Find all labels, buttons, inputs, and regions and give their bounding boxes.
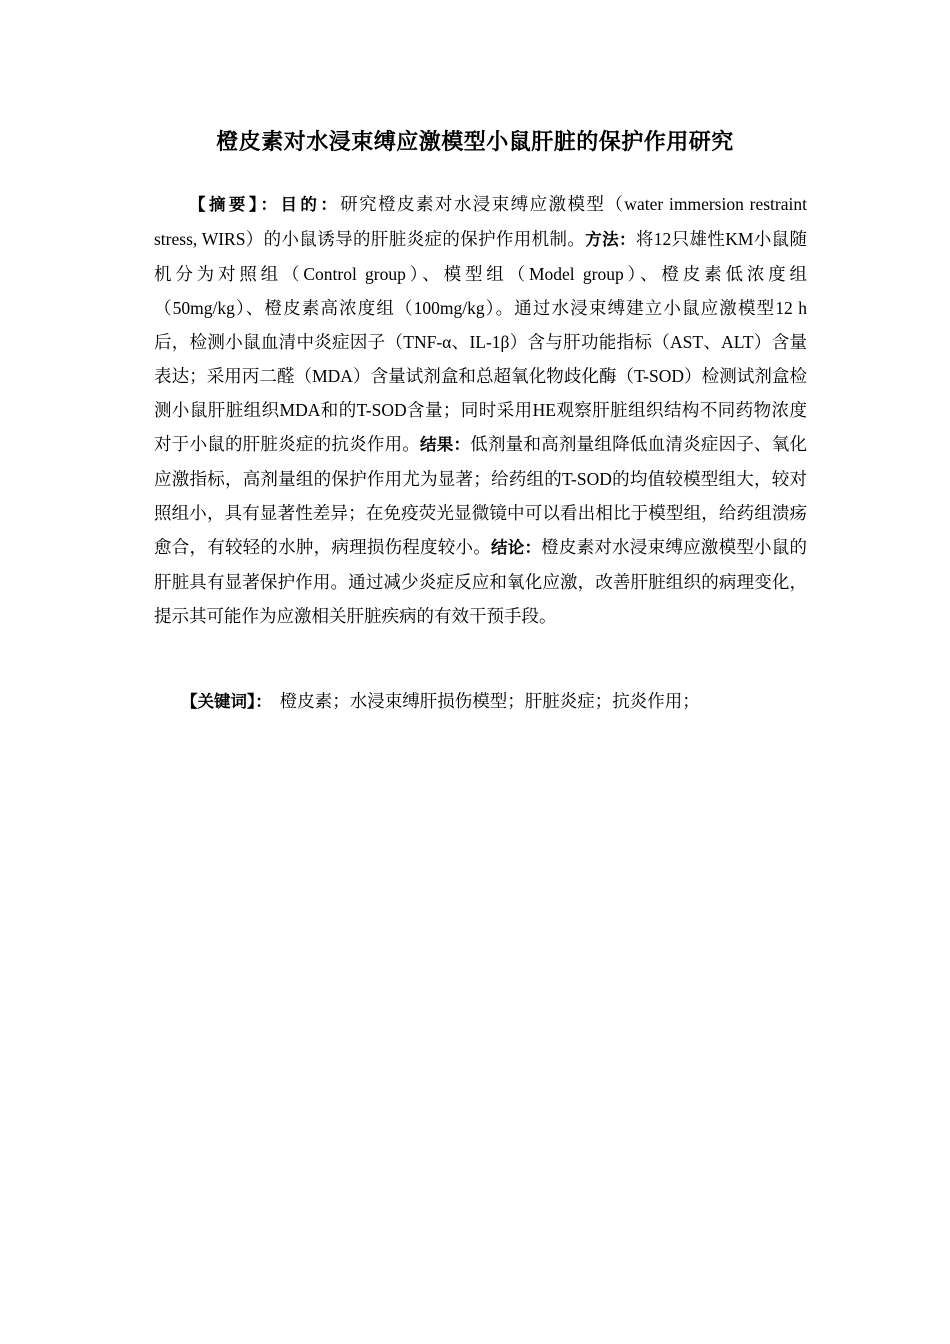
abstract-paragraph: [154, 187, 807, 633]
keywords-label: 【关键词】：: [181, 692, 272, 711]
objective-label: 目的：: [280, 195, 341, 214]
results-label: 结果：: [420, 435, 471, 454]
conclusion-text: 橙皮素对水浸束缚应激模型小鼠的肝脏具有显著保护作用。通过减少炎症反应和氧化应激，改善肝脏组织的病理变化，提示其可能作为应激相关肝脏疾病的有效干预手段。: [154, 537, 808, 626]
keywords-text: 橙皮素；水浸束缚肝损伤模型；肝脏炎症；抗炎作用；: [279, 691, 700, 711]
methods-label: 方法：: [585, 230, 636, 249]
paper-title: 橙皮素对水浸束缚应激模型小鼠肝脏的保护作用研究: [216, 130, 734, 155]
conclusion-label: 结论：: [491, 538, 542, 557]
objective-text: 研究橙皮素对水浸束缚应激模型（water immersion restraint stress, WIRS）的小鼠诱导的肝脏炎症的保护作用机制。: [154, 194, 807, 249]
results-text: 低剂量和高剂量组降低血清炎症因子、氧化应激指标，高剂量组的保护作用尤为显著；给药组的T-SOD的均值较模型组大，较对照组小，具有显著性差异；在免疫荧光显微镜中可以看出相比于模型组，给药组溃疡愈合，有较轻的水肿，病理损伤程度较小。: [154, 434, 808, 557]
methods-text: 将12只雄性KM小鼠随机分为对照组（Control group）、模型组（Model group）、橙皮素低浓度组（50mg/kg）、橙皮素高浓度组（100mg/kg）。通过水浸束缚建立小鼠应激模型12 h后，检测小鼠血清中炎症因子（TNF-α、IL-1β）含与肝功能指标（AST、ALT）含量表达；采用丙二醛（MDA）含量试剂盒和总超氧化物歧化酶（T-SOD）检测试剂盒检测小鼠肝脏组织MDA和的T-SOD含量；同时采用HE观察肝脏组织结构不同药物浓度对于小鼠的肝脏炎症的抗炎作用。: [154, 229, 808, 454]
keywords-line: [181, 684, 807, 719]
abstract-label: 【摘要】：: [189, 195, 281, 214]
